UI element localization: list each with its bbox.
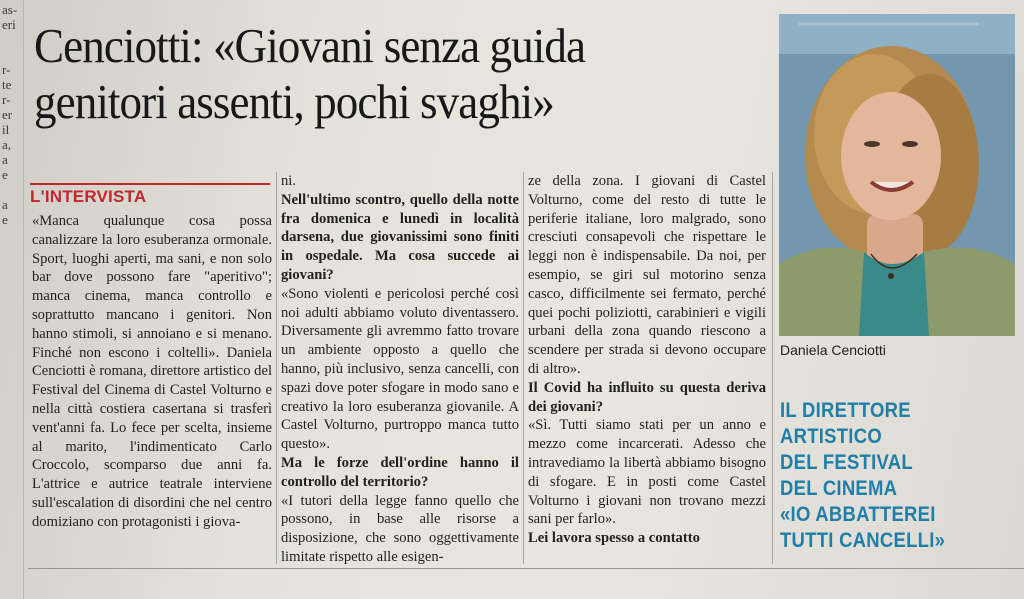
callout-line: «IO ABBATTEREI xyxy=(780,503,936,526)
fragment-text: r- xyxy=(2,62,11,77)
fragment-text: te xyxy=(2,77,12,92)
article-paragraph: «Sono violenti e pericolosi perché così noi adulti abbiamo voluto diventassero. Diversamente gli avremmo fatto trovare un ambiente opposto a quello che hanno, più inclusivo, senza cancelli, con spazi dove poter sfogare in modo sano e creativo la loro esuberanza giovanile. A Castel Volturno, purtroppo manca tutto questo». xyxy=(281,285,519,453)
interview-question: Nell'ultimo scontro, quello della notte fra domenica e lunedì in località darsena, due giovanissimi sono finiti in ospedale. Ma cosa succede ai giovani? xyxy=(281,191,519,283)
headline-line-2: genitori assenti, pochi svaghi» xyxy=(34,74,554,129)
column-rule xyxy=(523,172,524,564)
callout-line: ARTISTICO xyxy=(780,425,882,448)
fragment-text xyxy=(2,47,23,62)
fragment-text: a xyxy=(2,152,8,167)
article-column-1 xyxy=(32,212,272,532)
article-paragraph: ze della zona. I giovani di Castel Volturno, come del resto di tutte le periferie italiane, loro malgrado, sono cresciuti consapevoli che rispettare le leggi non è indispensabile. Da noi, per esempio, se giri sul motorino senza casco, difficilmente sei fermato, perché quei pochi poliziotti, carabinieri e vigili urbani della zona quando riescono a scendere per strada si devono occupare di altro». xyxy=(528,173,766,377)
article-column-2 xyxy=(281,172,519,567)
fragment-text: a, xyxy=(2,137,12,152)
adjacent-column-fragment xyxy=(0,0,24,599)
fragment-text: r- xyxy=(2,92,11,107)
article-column-3 xyxy=(528,172,766,548)
callout-line: DEL CINEMA xyxy=(780,477,898,500)
column-rule xyxy=(772,172,773,564)
fragment-text xyxy=(2,227,23,242)
article-paragraph: «I tutori della legge fanno quello che possono, in base alle risorse a disposizione, che sono oggettivamente limitate rispetto alle esigen- xyxy=(281,492,519,565)
pull-quote-callout xyxy=(780,398,988,554)
callout-line: IL DIRETTORE xyxy=(780,399,911,422)
headline xyxy=(34,18,715,130)
photo-caption: Daniela Cenciotti xyxy=(780,342,886,358)
column-rule xyxy=(276,172,277,564)
callout-line: DEL FESTIVAL xyxy=(780,451,913,474)
interview-question: Il Covid ha influito su questa deriva dei giovani? xyxy=(528,379,766,415)
fragment-text xyxy=(2,32,23,47)
callout-line: TUTTI CANCELLI» xyxy=(780,529,946,552)
interview-question: Lei lavora spesso a contatto xyxy=(528,530,700,547)
fragment-text: e xyxy=(2,212,8,227)
fragment-text: e xyxy=(2,167,8,182)
fragment-text: er xyxy=(2,107,13,122)
portrait-illustration xyxy=(779,14,1015,336)
fragment-text: il xyxy=(2,122,10,137)
interview-question: Ma le forze dell'ordine hanno il controllo del territorio? xyxy=(281,454,519,490)
fragment-text: a xyxy=(2,197,8,212)
headline-line-1: Cenciotti: «Giovani senza guida xyxy=(34,18,586,73)
section-kicker xyxy=(30,183,270,209)
article-paragraph: «Manca qualunque cosa possa canalizzare la loro esuberanza ormonale. Sport, luoghi aperti, ma sani, e non solo bar dove possono fare "aperitivo"; manca cinema, manca controllo e soprattutto mancano i genitori. Non hanno stimoli, si annoiano e si menano. Finché non escono i coltelli». Daniela Cenciotti è romana, direttore artistico del Festival del Cinema di Castel Volturno e nella città costiera casertana si trasferì vent'anni fa. Lo fece per scelta, insieme al marito, l'indimenticato Carlo Croccolo, scomparso due anni fa. L'attrice e autrice teatrale interviene sull'escalation di disordini che nel centro domiziano con protagonisti i giova- xyxy=(32,213,272,530)
portrait-photo xyxy=(779,14,1015,336)
bottom-divider xyxy=(28,568,1024,569)
fragment-text: eri xyxy=(2,17,16,32)
article-paragraph: ni. xyxy=(281,173,296,189)
fragment-text xyxy=(2,182,23,197)
kicker-label: L'INTERVISTA xyxy=(30,187,147,206)
article-paragraph: «Sì. Tutti siamo stati per un anno e mezzo come incarcerati. Adesso che intravediamo la libertà abbiamo bisogno di sfogare. E in posti come Castel Volturno i giovani non trovano mezzi sani per farlo». xyxy=(528,417,766,528)
fragment-text: as- xyxy=(2,2,18,17)
